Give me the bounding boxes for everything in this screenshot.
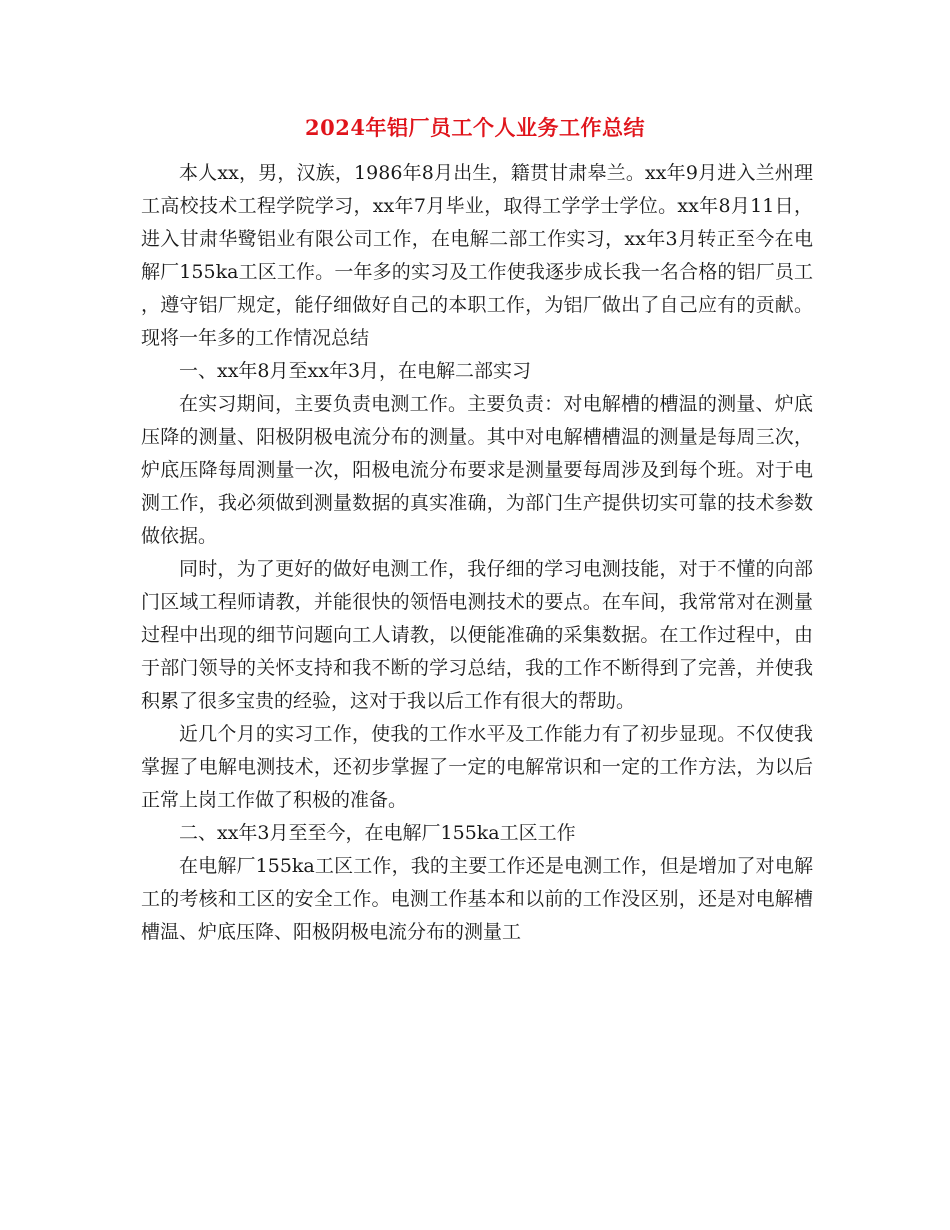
paragraph-current-work: 在电解厂155ka工区工作，我的主要工作还是电测工作，但是增加了对电解工的考核和工区的安全工作。电测工作基本和以前的工作没区别，还是对电解槽槽温、炉底压降、阳极阴极电流分布的测量工 — [141, 855, 813, 943]
document-title: 2024年铝厂员工个人业务工作总结 — [305, 115, 645, 140]
paragraph-internship-summary: 近几个月的实习工作，使我的工作水平及工作能力有了初步显现。不仅使我掌握了电解电测技术，还初步掌握了一定的电解常识和一定的工作方法，为以后正常上岗工作做了积极的准备。 — [141, 723, 813, 811]
section-heading-current-work: 二、xx年3月至至今，在电解厂155ka工区工作 — [179, 822, 576, 844]
paragraph-personal-intro: 本人xx，男，汉族，1986年8月出生，籍贯甘肃皋兰。xx年9月进入兰州理工高校技术工程学院学习，xx年7月毕业，取得工学学士学位。xx年8月11日，进入甘肃华鹭铝业有限公司工作，在电解二部工作实习，xx年3月转正至今在电解厂155ka工区工作。一年多的实习及工作使我逐步成长我一名合格的铝厂员工，遵守铝厂规定，能仔细做好自己的本职工作，为铝厂做出了自己应有的贡献。现将一年多的工作情况总结 — [141, 162, 813, 349]
paragraph-internship-duties: 在实习期间，主要负责电测工作。主要负责：对电解槽的槽温的测量、炉底压降的测量、阳极阴极电流分布的测量。其中对电解槽槽温的测量是每周三次，炉底压降每周测量一次，阳极电流分布要求是测量要每周涉及到每个班。对于电测工作，我必须做到测量数据的真实准确，为部门生产提供切实可靠的技术参数做依据。 — [141, 393, 813, 547]
paragraph-learning: 同时，为了更好的做好电测工作，我仔细的学习电测技能，对于不懂的向部门区域工程师请教，并能很快的领悟电测技术的要点。在车间，我常常对在测量过程中出现的细节问题向工人请教，以便能准确的采集数据。在工作过程中，由于部门领导的关怀支持和我不断的学习总结，我的工作不断得到了完善，并使我积累了很多宝贵的经验，这对于我以后工作有很大的帮助。 — [141, 558, 813, 712]
document-body — [141, 157, 813, 949]
section-heading-internship: 一、xx年8月至xx年3月，在电解二部实习 — [179, 360, 532, 382]
